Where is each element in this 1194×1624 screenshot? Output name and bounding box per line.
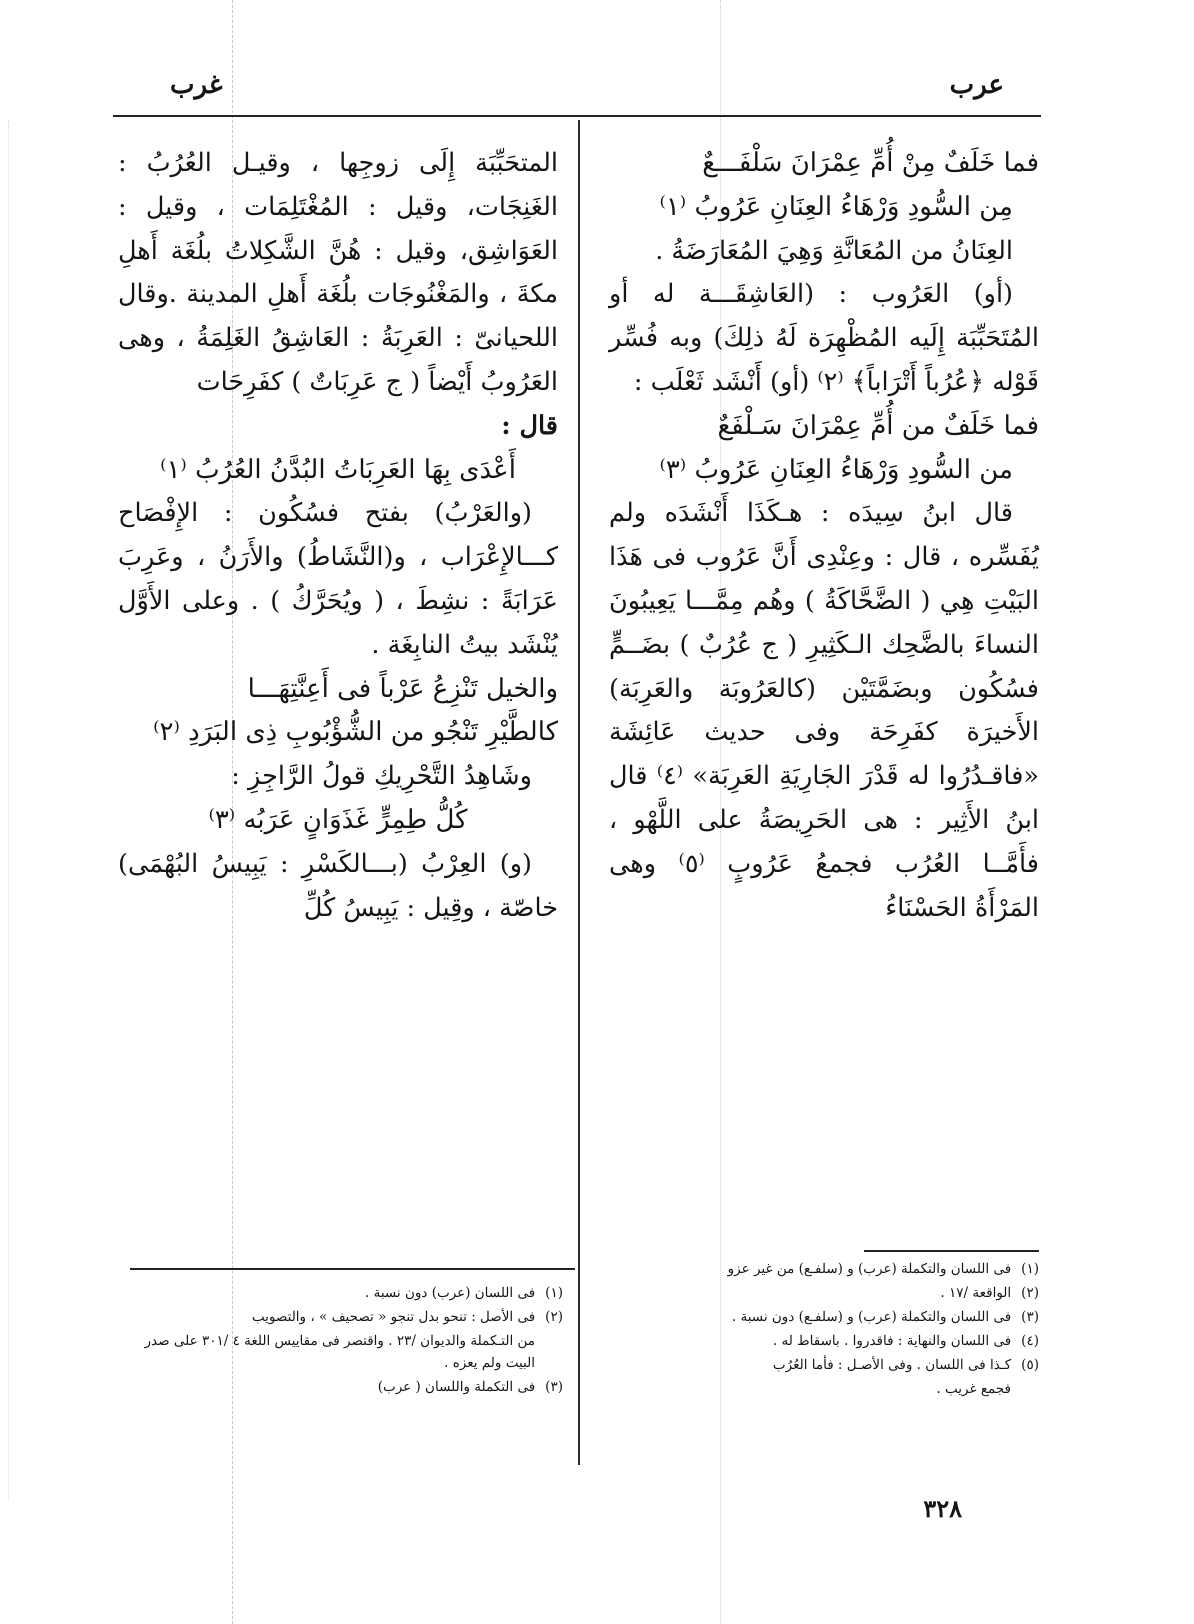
gloss-line: العِنَانُ من المُعَانَّةِ وَهِيَ المُعَارَضَةُ . bbox=[655, 235, 1013, 266]
footnote-text: فى اللسان (عرب) دون نسبة . bbox=[365, 1285, 536, 1301]
running-head-right: عرب bbox=[949, 70, 1004, 100]
footnote-number: (١) bbox=[1021, 1261, 1039, 1277]
verse-line: أَعْدَى بِهَا العَرِبَاتُ البُدَّنُ العُرُبُ ⁽١⁾ bbox=[160, 454, 516, 485]
footnote-number: (٥) bbox=[1021, 1357, 1039, 1373]
verse-line: كالطَّيْرِ تَنْجُو من الشُّؤْبُوبِ ذِى البَرَدِ ⁽٢⁾ bbox=[153, 717, 558, 748]
left-column bbox=[118, 142, 558, 930]
paragraph: (والعَرْبُ) بفتح فسُكُون : الإِفْصَاح كـــالإِعْرَاب ، و(النَّشَاطُ) والأَرَنُ ، وعَرِبَ عَرَابَةً : نشِطَ ، ( ويُحَرَّكُ ) . وعلى الأَوَّل يُنْشَد بيتُ النابِغَة . bbox=[118, 498, 558, 660]
running-head-left: غرب bbox=[170, 70, 223, 100]
verse-line: مِن السُّودِ وَرْهَاءُ العِنَانِ عَرُوبُ ⁽١⁾ bbox=[659, 191, 1013, 222]
footnotes-right bbox=[609, 1258, 1039, 1402]
footnote bbox=[118, 1282, 563, 1304]
footnote bbox=[118, 1376, 563, 1398]
footnote bbox=[609, 1258, 1039, 1280]
footnote-text: فى الأصل : تنحو بدل تنجو « تصحيف » ، والتصويب bbox=[251, 1309, 536, 1325]
paragraph: قال ابنُ سِيدَه : هـكَذَا أَنْشَدَه ولم يُفَسِّره ، قال : وعِنْدِى أَنَّ عَرُوب فى هَذَا البَيْتِ هِي ( الضَّحَّاكَةُ ) وهُم مِمَّـــا يَعِيبُونَ النساءَ بالضَّحِك الـكَثِيرِ ( ج عُرُبٌ ) بضَــمٍّ فسُكُون وبضَمَّتَيْن (كالعَرُوبَة والعَرِبَة) الأَخيرَة كفَرِحَة وفى حديث عَائِشَة «فاقـدُرُوا له قَدْرَ الجَارِيَةِ العَرِبَة» ⁽٤⁾ قال ابنُ الأَثِير : هى الحَرِيصَةُ على اللَّهْو ، فأَمَّــا العُرُب فجمعُ عَرُوبٍ ⁽٥⁾ وهى المَرْأَةُ الحَسْنَاءُ bbox=[609, 498, 1039, 923]
header-rule bbox=[113, 115, 1041, 117]
verse-line: فما خَلَفٌ من أُمِّ عِمْرَانَ سَـلْفَعٌ bbox=[717, 410, 1039, 441]
footnote bbox=[118, 1306, 563, 1328]
quote-intro: قال : bbox=[501, 410, 558, 441]
paragraph: وشَاهِدُ التَّحْرِيكِ قولُ الرَّاجِزِ : bbox=[231, 761, 532, 792]
footnote-continuation: فجمع غريب . bbox=[936, 1381, 1011, 1397]
paragraph: (و) العِرْبُ (بـــالكَسْرِ : يَبِيسُ البُهْمَى) خاصّة ، وقِيل : يَبِيسُ كُلِّ bbox=[118, 848, 558, 923]
verse-line: فما خَلَفٌ مِنْ أُمِّ عِمْرَانَ سَلْفَـــعٌ bbox=[702, 148, 1039, 178]
footnote bbox=[609, 1282, 1039, 1304]
footnote-number: (٢) bbox=[1021, 1285, 1039, 1301]
footnote-rule bbox=[864, 1250, 1039, 1252]
footnote-text: فى اللسان والتكملة (عرب) و (سلفـع) دون نسبة . bbox=[731, 1309, 1012, 1325]
footnote-text: كـذا فى اللسان . وفى الأصـل : فأما العُرُب bbox=[772, 1357, 1012, 1373]
footnote-text: فى اللسان والنهاية : فاقدروا . باسقاط له . bbox=[772, 1333, 1012, 1349]
footnote-text: فى اللسان والتكملة (عرب) و (سلفـع) من غير عزو bbox=[727, 1261, 1012, 1277]
footnote-text: فى التكملة واللسان ( عرب) bbox=[377, 1379, 536, 1395]
page-number: ٣٢٨ bbox=[923, 1494, 962, 1523]
footnote bbox=[609, 1330, 1039, 1352]
verse-line: والخيل تَنْزِعُ عَرْباً فى أَعِنَّتِهَـــا bbox=[247, 673, 558, 704]
verse-line: كُلُّ طِمِرٍّ غَذَوَانٍ عَرَبُه ⁽٣⁾ bbox=[208, 804, 468, 835]
verse-line: من السُّودِ وَرْهَاءُ العِنَانِ عَرُوبُ ⁽٣⁾ bbox=[659, 454, 1013, 485]
footnote-rule bbox=[130, 1268, 575, 1270]
footnote-number: (٣) bbox=[545, 1379, 563, 1395]
footnotes-left bbox=[118, 1282, 563, 1400]
footnote-text: الواقعة /١٧ . bbox=[940, 1285, 1012, 1301]
right-column bbox=[609, 142, 1039, 930]
paragraph: (أو) العَرُوب : (العَاشِقَـــة له أو المُتَحَبِّبَة إِلَيه المُظْهِرَة لَهُ ذلِكَ) وبه فُسِّر قَوْله ﴿عُرُباً أَتْرَاباً﴾ ⁽٢⁾ (أو) أَنْشَد ثَعْلَب : bbox=[609, 279, 1039, 397]
footnote-continuation: من التـكملة والديوان /٢٣ . واقتصر فى مقاييس اللغة ٤ /٣٠١ على صدر البيت ولم يعزه . bbox=[144, 1333, 535, 1371]
column-divider bbox=[578, 120, 580, 1465]
footnote-number: (٤) bbox=[1021, 1333, 1039, 1349]
scan-artifact-line bbox=[8, 120, 9, 1500]
footnote bbox=[609, 1306, 1039, 1328]
footnote bbox=[609, 1354, 1039, 1376]
footnote-number: (١) bbox=[545, 1285, 563, 1301]
paragraph: المتحَبِّبَة إِلَى زوجِها ، وقيـل العُرُبُ : الغَنِجَات، وقيل : المُغْتَلِمَات ، وقيل : العَوَاشِق، وقيل : هُنَّ الشَّكِلاتُ بلُغَة أَهلِ مكةَ ، والمَغْنُوجَات بلُغَة أَهلِ المدينة .وقال اللحيانىّ : العَرِبَةُ : العَاشِقُ الغَلِمَةُ ، وهى العَرُوبُ أَيْضاً ( ج عَرِبَاتٌ ) كفَرِحَات bbox=[118, 148, 558, 397]
footnote-number: (٢) bbox=[545, 1309, 563, 1325]
footnote-number: (٣) bbox=[1021, 1309, 1039, 1325]
